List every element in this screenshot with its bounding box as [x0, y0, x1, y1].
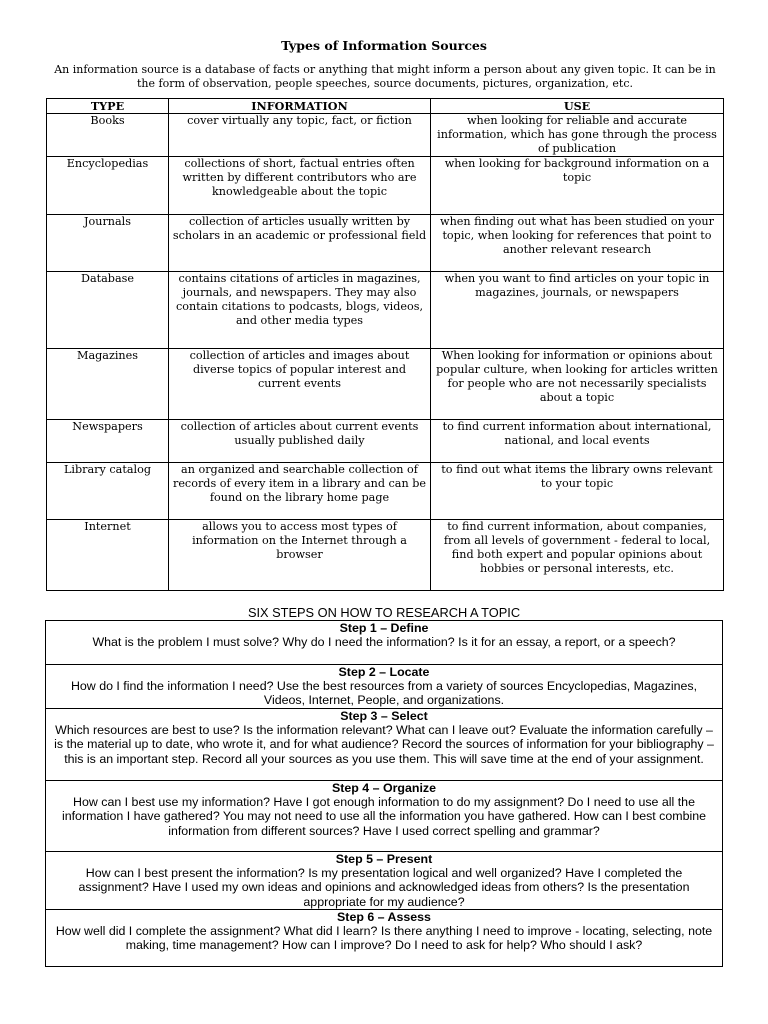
cell-type: Library catalog — [47, 463, 169, 520]
step-cell — [46, 709, 723, 781]
cell-information: collection of articles usually written by scholars in an academic or professional field — [169, 215, 431, 272]
table-row — [46, 709, 723, 781]
table-row — [46, 852, 723, 910]
step-title: Step 1 – Define — [339, 621, 429, 635]
step-cell — [46, 909, 723, 966]
step-title: Step 5 – Present — [335, 852, 433, 866]
table-row — [47, 272, 724, 349]
cell-type: Books — [47, 114, 169, 157]
research-steps-table — [45, 620, 723, 967]
table-row — [47, 114, 724, 157]
cell-information: allows you to access most types of information on the Internet through a browser — [169, 520, 431, 591]
step-cell — [46, 781, 723, 852]
table-row — [47, 463, 724, 520]
table-row — [47, 420, 724, 463]
table-row — [46, 781, 723, 852]
table-row — [46, 665, 723, 709]
table-row — [46, 909, 723, 966]
header-type: TYPE — [47, 99, 169, 114]
step-text: How do I find the information I need? Use the best resources from a variety of sources Encyclopedias, Magazines, Videos, Internet, People, and organizations. — [70, 679, 698, 708]
cell-use: when finding out what has been studied on your topic, when looking for references that point to another relevant research — [431, 215, 724, 272]
step-text: How can I best use my information? Have I got enough information to do my assignment? Do I need to use all the information I have gathered? You may not need to use all the information you have gathered. How can I best combine information from different sources? Have I used correct spelling and grammar? — [61, 795, 707, 838]
header-use: USE — [431, 99, 724, 114]
cell-type: Journals — [47, 215, 169, 272]
cell-use: to find out what items the library owns relevant to your topic — [431, 463, 724, 520]
step-title: Step 4 – Organize — [332, 781, 436, 795]
step-title: Step 3 – Select — [340, 709, 428, 723]
cell-use: when looking for reliable and accurate information, which has gone through the process of publication — [431, 114, 724, 157]
cell-type: Internet — [47, 520, 169, 591]
cell-information: cover virtually any topic, fact, or fiction — [169, 114, 431, 157]
step-title: Step 2 – Locate — [338, 665, 430, 679]
table-row — [47, 349, 724, 420]
step-text: What is the problem I must solve? Why do I need the information? Is it for an essay, a report, or a speech? — [92, 635, 676, 650]
cell-use: When looking for information or opinions about popular culture, when looking for articles written for people who are not necessarily specialists about a topic — [431, 349, 724, 420]
cell-type: Encyclopedias — [47, 157, 169, 215]
step-cell — [46, 852, 723, 910]
document-title: Types of Information Sources — [281, 38, 487, 53]
cell-use: when looking for background information on a topic — [431, 157, 724, 215]
cell-information: an organized and searchable collection of records of every item in a library and can be found on the library home page — [169, 463, 431, 520]
step-text: Which resources are best to use? Is the information relevant? What can I leave out? Evaluate the information carefully – is the material up to date, who wrote it, and for what audience? Record the sources of information for your bibliography – this is an important step. Record all your sources as you use them. This will save time at the end of your assignment. — [54, 723, 714, 766]
step-text: How well did I complete the assignment? What did I learn? Is there anything I need to improve - locating, selecting, note making, time management? How can I improve? Do I need to ask for help? Who should I ask? — [55, 924, 713, 953]
cell-information: collection of articles about current events usually published daily — [169, 420, 431, 463]
step-text: How can I best present the information? Is my presentation logical and well organized? Have I completed the assignment? Have I used my own ideas and opinions and acknowledged ideas from others? Is the presentation appropriate for my audience? — [78, 866, 690, 909]
table-row — [47, 215, 724, 272]
table-row — [47, 520, 724, 591]
step-cell — [46, 665, 723, 709]
intro-paragraph: An information source is a database of facts or anything that might inform a person about any given topic. It can be in the form of observation, people speeches, source documents, pictures, organization, etc. — [54, 63, 716, 90]
information-sources-table — [46, 98, 724, 591]
cell-type: Magazines — [47, 349, 169, 420]
cell-information: collection of articles and images about diverse topics of popular interest and current events — [169, 349, 431, 420]
step-title: Step 6 – Assess — [337, 909, 431, 924]
table-row — [47, 157, 724, 215]
cell-type: Newspapers — [47, 420, 169, 463]
step-cell — [46, 621, 723, 665]
cell-use: to find current information about international, national, and local events — [431, 420, 724, 463]
cell-use: to find current information, about companies, from all levels of government - federal to local, find both expert and popular opinions about hobbies or personal interests, etc. — [431, 520, 724, 591]
header-information: INFORMATION — [169, 99, 431, 114]
cell-information: contains citations of articles in magazines, journals, and newspapers. They may also contain citations to podcasts, blogs, videos, and other media types — [169, 272, 431, 349]
cell-information: collections of short, factual entries often written by different contributors who are knowledgeable about the topic — [169, 157, 431, 215]
cell-type: Database — [47, 272, 169, 349]
table-row — [46, 621, 723, 665]
cell-use: when you want to find articles on your topic in magazines, journals, or newspapers — [431, 272, 724, 349]
steps-heading: SIX STEPS ON HOW TO RESEARCH A TOPIC — [247, 605, 521, 620]
table-header-row — [47, 99, 724, 114]
